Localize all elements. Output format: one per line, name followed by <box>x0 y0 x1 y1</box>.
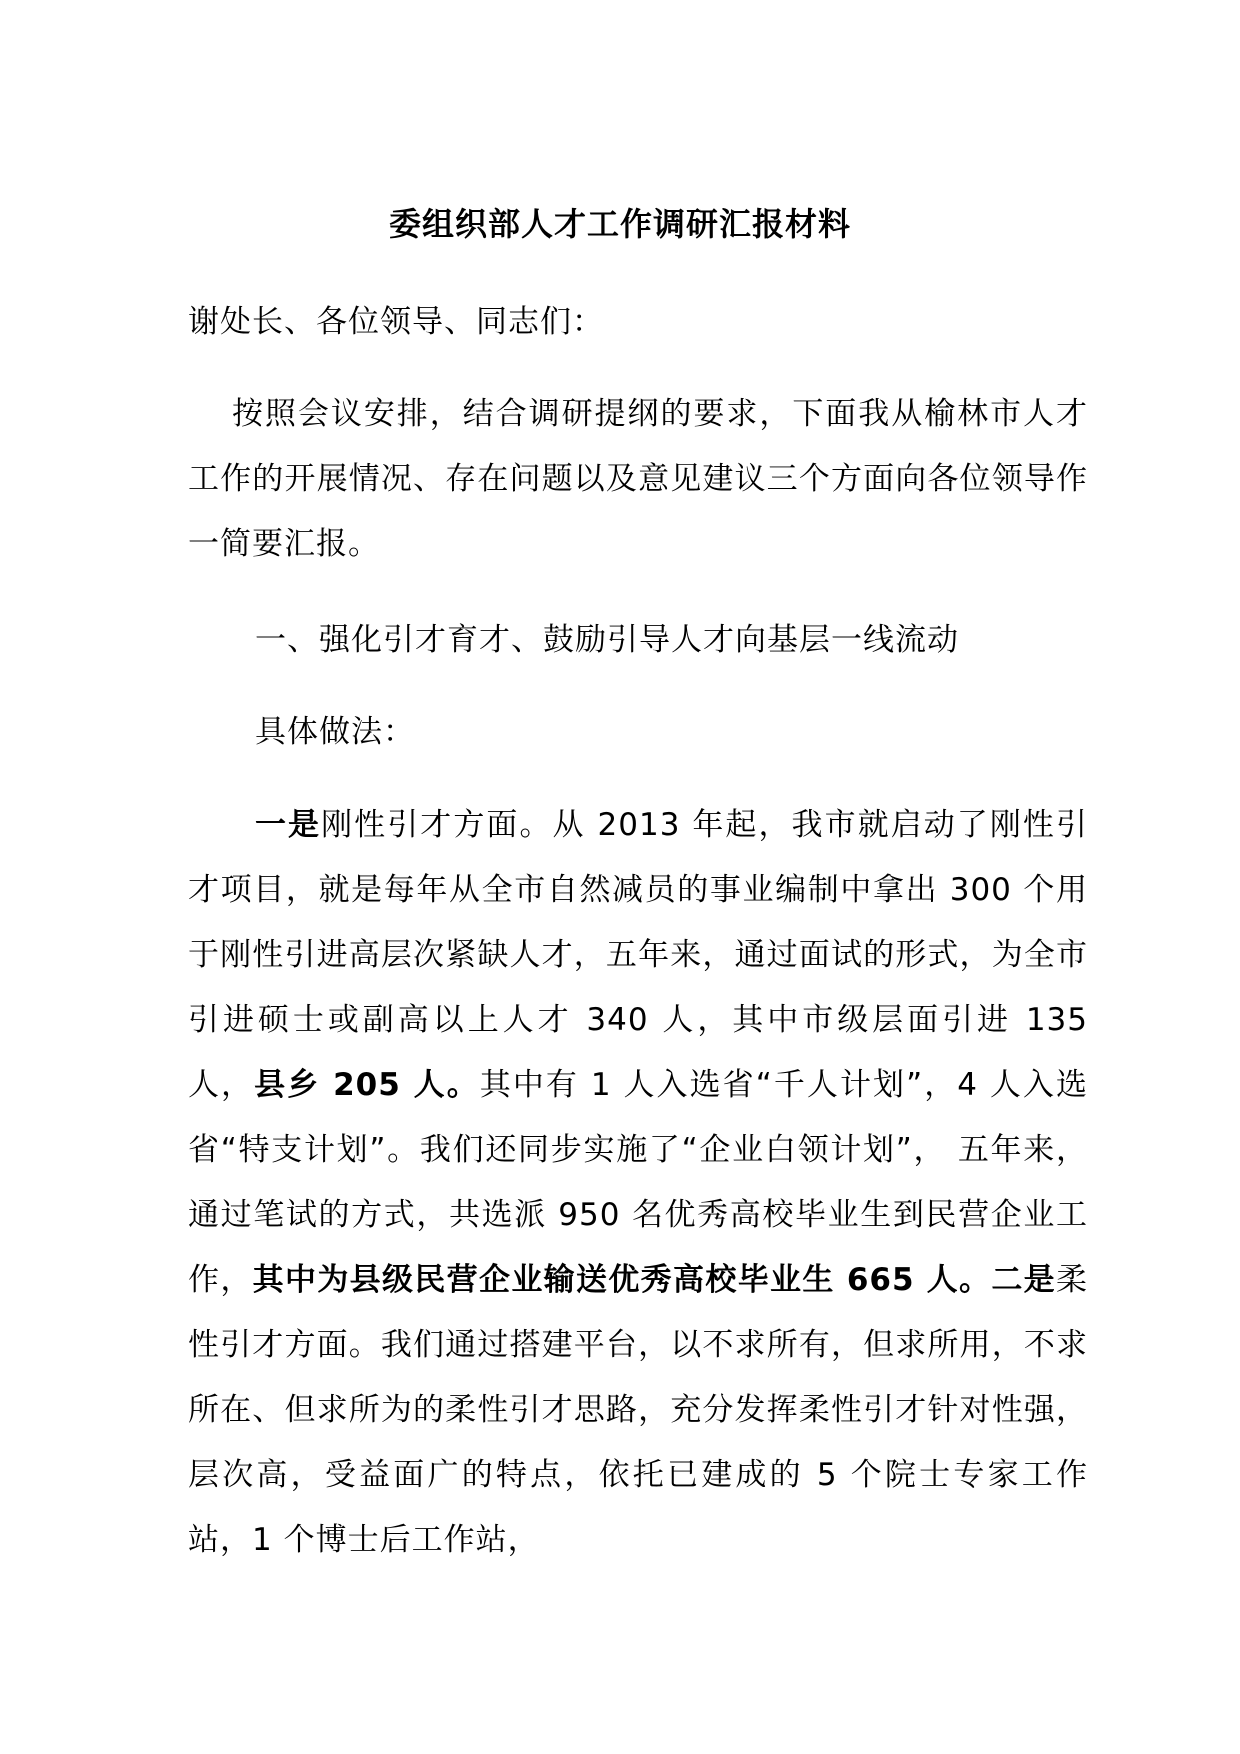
document-title: 委组织部人才工作调研汇报材料 <box>388 205 851 243</box>
body-bold-2: 县乡 205 人。 <box>254 1067 480 1103</box>
body-paragraph <box>188 793 1088 1573</box>
subheading: 具体做法： <box>255 714 415 750</box>
body-bold-3: 其中为县级民营企业输送优秀高校毕业生 665 人。二是 <box>252 1262 1056 1298</box>
body-text-1: 刚性引才方面。从 2013 年起，我市就启动了刚性引才项目，就是每年从全市自然减员的事业编制中拿出 300 个用于刚性引进高层次紧缺人才，五年来，通过面试的形式，为全市引进硕士或副高以上人才 340 人，其中市级层面引进 135 人， <box>188 807 1088 1103</box>
salutation: 谢处长、各位领导、同志们： <box>188 304 604 340</box>
intro-paragraph: 按照会议安排，结合调研提纲的要求，下面我从榆林市人才工作的开展情况、存在问题以及意见建议三个方面向各位领导作一简要汇报。 <box>188 396 1088 562</box>
body-text-3: 柔性引才方面。我们通过搭建平台，以不求所有，但求所用，不求所在、但求所为的柔性引才思路，充分发挥柔性引才针对性强，层次高，受益面广的特点，依托已建成的 5 个院士专家工作站，1 个博士后工作站， <box>188 1262 1088 1558</box>
section-heading: 一、强化引才育才、鼓励引导人才向基层一线流动 <box>255 622 959 658</box>
body-text-2: 其中有 1 人入选省“千人计划”，4 人入选省“特支计划”。我们还同步实施了“企业白领计划”， 五年来，通过笔试的方式，共选派 950 名优秀高校毕业生到民营企业工作， <box>188 1067 1089 1298</box>
body-bold-1: 一是 <box>255 807 322 843</box>
